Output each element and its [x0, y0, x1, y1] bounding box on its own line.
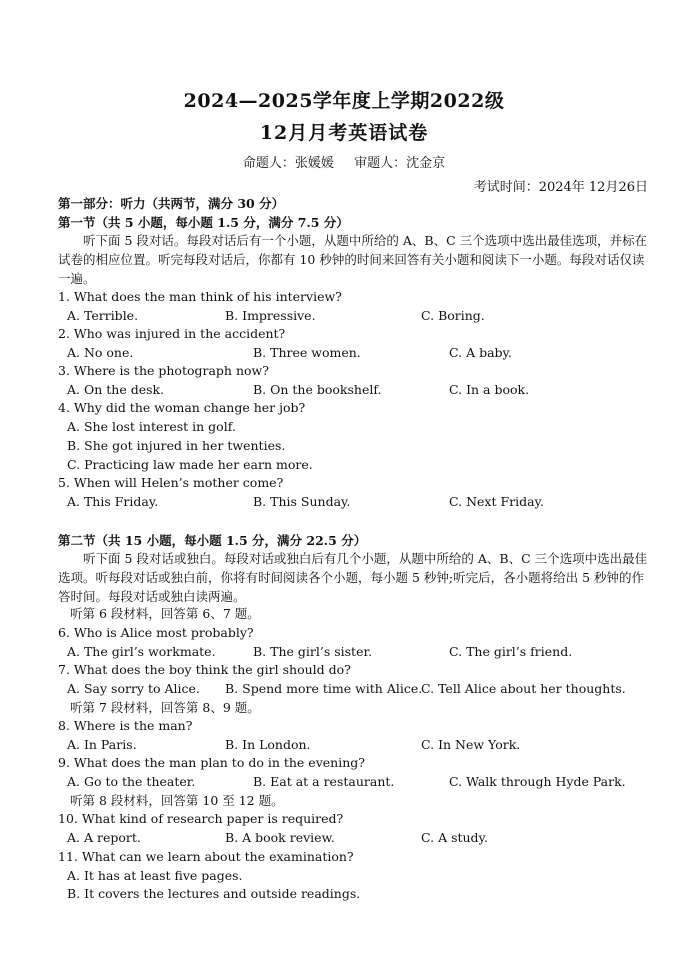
question-10: 10. What kind of research paper is required?: [58, 811, 344, 826]
q9-option-a[interactable]: A. Go to the theater.: [67, 774, 196, 789]
q5-option-b[interactable]: B. This Sunday.: [253, 494, 351, 509]
section2-instructions: 听下面 5 段对话或独白。每段对话或独白后有几个小题，从题中所给的 A、B、C 三个选项中选出最佳选项。听每段对话或独白前，你将有时间阅读各个小题，每小题 5 秒钟;听完后，各小题将给出 5 秒钟的作答时间。每段对话或独白读两遍。: [58, 551, 648, 604]
q4-option-c[interactable]: C. Practicing law made her earn more.: [67, 457, 313, 472]
q10-option-b[interactable]: B. A book review.: [225, 830, 335, 845]
question-1: 1. What does the man think of his interview?: [58, 289, 342, 304]
question-2: 2. Who was injured in the accident?: [58, 326, 286, 341]
question-8: 8. Where is the man?: [58, 718, 193, 733]
q9-option-b[interactable]: B. Eat at a restaurant.: [253, 774, 395, 789]
material-6-note: 听第 6 段材料，回答第 6、7 题。: [70, 606, 260, 621]
question-11: 11. What can we learn about the examination?: [58, 849, 354, 864]
section1-heading: 第一节（共 5 小题，每小题 1.5 分，满分 7.5 分）: [58, 215, 349, 230]
question-6: 6. Who is Alice most probably?: [58, 625, 254, 640]
q8-option-b[interactable]: B. In London.: [225, 737, 311, 752]
q8-option-c[interactable]: C. In New York.: [421, 737, 521, 752]
q5-option-a[interactable]: A. This Friday.: [67, 494, 159, 509]
q1-option-b[interactable]: B. Impressive.: [225, 308, 316, 323]
q2-option-c[interactable]: C. A baby.: [449, 345, 512, 360]
q7-option-b[interactable]: B. Spend more time with Alice.: [225, 681, 423, 696]
q10-option-c[interactable]: C. A study.: [421, 830, 488, 845]
section2-heading: 第二节（共 15 小题，每小题 1.5 分，满分 22.5 分）: [58, 533, 367, 548]
q4-option-b[interactable]: B. She got injured in her twenties.: [67, 438, 286, 453]
question-4: 4. Why did the woman change her job?: [58, 400, 306, 415]
q1-option-a[interactable]: A. Terrible.: [67, 308, 139, 323]
q11-option-b[interactable]: B. It covers the lectures and outside readings.: [67, 886, 361, 901]
q5-option-c[interactable]: C. Next Friday.: [449, 494, 544, 509]
q2-option-b[interactable]: B. Three women.: [253, 345, 361, 360]
material-7-note: 听第 7 段材料，回答第 8、9 题。: [70, 700, 260, 715]
q6-option-a[interactable]: A. The girl’s workmate.: [67, 644, 216, 659]
question-9: 9. What does the man plan to do in the evening?: [58, 755, 365, 770]
q6-option-b[interactable]: B. The girl’s sister.: [253, 644, 373, 659]
question-5: 5. When will Helen’s mother come?: [58, 475, 284, 490]
question-7: 7. What does the boy think the girl should do?: [58, 662, 351, 677]
q8-option-a[interactable]: A. In Paris.: [67, 737, 137, 752]
q3-option-b[interactable]: B. On the bookshelf.: [253, 382, 382, 397]
q3-option-a[interactable]: A. On the desk.: [67, 382, 165, 397]
q10-option-a[interactable]: A. A report.: [67, 830, 141, 845]
q11-option-a[interactable]: A. It has at least five pages.: [67, 868, 243, 883]
reviewer: 审题人：沈金京: [354, 156, 446, 171]
q4-option-a[interactable]: A. She lost interest in golf.: [67, 419, 236, 434]
part1-heading: 第一部分：听力（共两节，满分 30 分）: [58, 196, 285, 211]
q7-option-a[interactable]: A. Say sorry to Alice.: [67, 681, 200, 696]
material-8-note: 听第 8 段材料，回答第 10 至 12 题。: [70, 793, 284, 808]
q1-option-c[interactable]: C. Boring.: [421, 308, 485, 323]
q7-option-c[interactable]: C. Tell Alice about her thoughts.: [421, 681, 626, 696]
question-3: 3. Where is the photograph now?: [58, 363, 269, 378]
q3-option-c[interactable]: C. In a book.: [449, 382, 530, 397]
exam-time: 考试时间：2024年 12月26日: [473, 180, 648, 195]
q6-option-c[interactable]: C. The girl’s friend.: [449, 644, 573, 659]
q9-option-c[interactable]: C. Walk through Hyde Park.: [449, 774, 626, 789]
authors-line: [0, 152, 688, 171]
q2-option-a[interactable]: A. No one.: [67, 345, 134, 360]
setter: 命题人：张媛媛: [242, 156, 334, 171]
section1-instructions: 听下面 5 段对话。每段对话后有一个小题，从题中所给的 A、B、C 三个选项中选出最佳选项，并标在试卷的相应位置。听完每段对话后，你都有 10 秒钟的时间来回答有关小题和阅读下一小题。每段对话仅读一遍。: [58, 233, 648, 286]
title-line1: 2024—2025学年度上学期2022级: [183, 90, 505, 112]
title-line2: 12月月考英语试卷: [259, 122, 429, 144]
